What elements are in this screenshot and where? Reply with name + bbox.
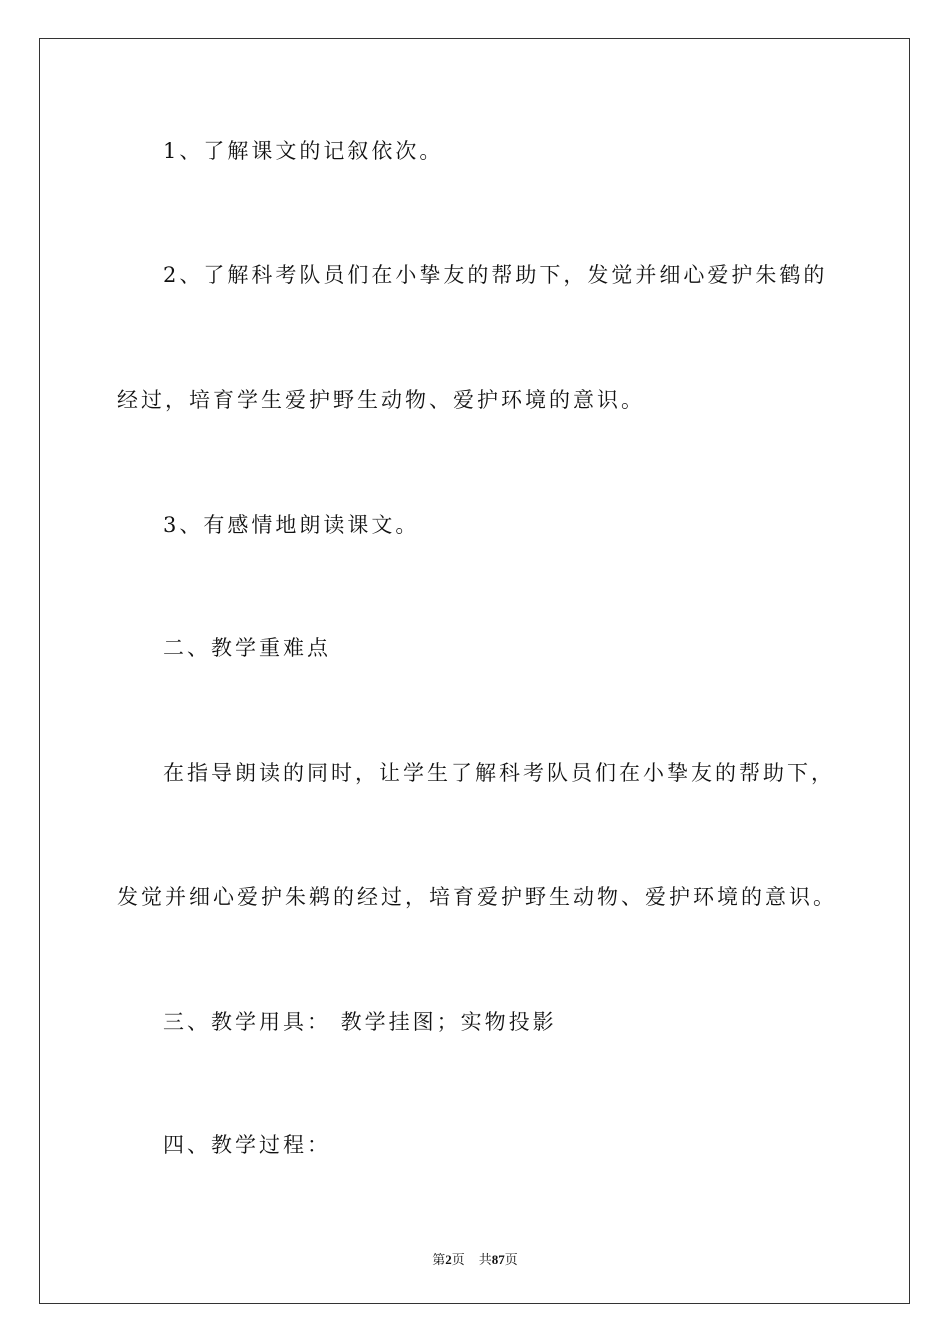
footer-total-prefix: 共 [478,1252,492,1267]
section-heading-teaching-aids: 三、教学用具： 教学挂图；实物投影 [163,1010,557,1034]
footer-page-suffix: 页 [451,1252,465,1267]
footer-page-prefix: 第 [432,1252,446,1267]
footer-total-pages: 87 [491,1252,505,1267]
objective-3: 3、有感情地朗读课文。 [163,513,420,537]
key-points-line-1: 在指导朗读的同时，让学生了解科考队员们在小挚友的帮助下， [163,761,835,785]
section-heading-key-points: 二、教学重难点 [163,636,331,660]
page-border [39,38,910,1304]
objective-1: 1、了解课文的记叙依次。 [163,139,444,163]
objective-2-line-2: 经过，培育学生爱护野生动物、爱护环境的意识。 [117,388,645,412]
objective-2-line-1: 2、了解科考队员们在小挚友的帮助下，发觉并细心爱护朱鹤的 [163,263,828,287]
page-footer [0,1249,950,1268]
footer-page-number: 2 [445,1252,452,1267]
footer-total-suffix: 页 [504,1252,518,1267]
key-points-line-2: 发觉并细心爱护朱鹈的经过，培育爱护野生动物、爱护环境的意识。 [117,885,837,909]
section-heading-teaching-process: 四、教学过程： [163,1133,331,1157]
